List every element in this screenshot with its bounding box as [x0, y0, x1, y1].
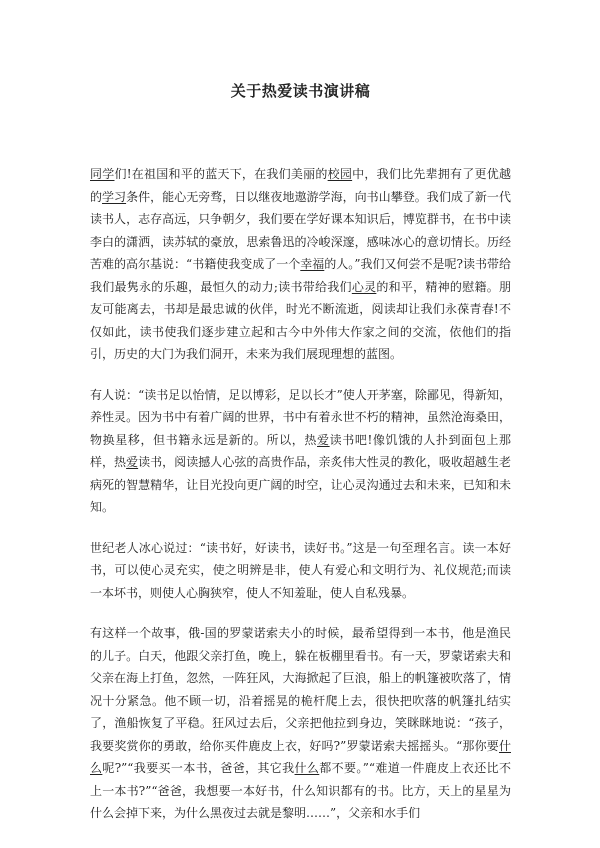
text-segment: 世纪老人冰心说过：“读书好，好读书，读好书。”这是一句至理名言。读一本好书，可以使心灵充实，使之明辨是非，使人有爱心和文明行为、礼仪规范;而读一本坏书，则使人心胸狭窄，使人不知羞耻，使人自私残暴。 [90, 540, 511, 600]
text-segment: 爱 [317, 432, 330, 447]
text-segment: 的人。”我们又何尝不是呢?读书带给我们最隽永的乐趣，最恒久的动力;读书带给我们 [90, 257, 511, 294]
text-segment: 有这样一个故事，俄-国的罗蒙诺索夫小的时候，最希望得到一本书，他是渔民的儿子。白天，他跟父亲打鱼，晚上，躲在板棚里看书。有一天，罗蒙诺索夫和父亲在海上打鱼，忽然，一阵狂风，大海掀起了巨浪，船上的帆篷被吹落了，情况十分紧急。他不顾一切，沿着摇晃的桅杆爬上去，很快把吹落的帆篷扎结实了，渔船恢复了平稳。狂风过去后，父亲把他拉到身边，笑眯眯地说：“孩子，我要奖赏你的勇敢，给你买件鹿皮上衣，好吗?”罗蒙诺索夫摇摇头。“那你要 [90, 626, 511, 753]
paragraph-1 [90, 163, 511, 366]
text-segment: 什么 [90, 738, 511, 775]
text-segment: 有人说：“读书足以怡情，足以博彩，足以长才”使人开茅塞，除鄙见，得新知，养性灵。因为书中有着广阔的世界，书中有着永世不朽的精神，虽然沧海桑田，物换星移，但书籍永远是新的。所以，热 [90, 387, 511, 447]
text-segment: 学习 [102, 189, 127, 204]
text-segment: 都不要。”“难道一件鹿皮上衣还比不上一本书?”“爸爸，我想要一本好书，什么知识都有的书。比方，天上的星星为什么会掉下来，为什么黑夜过去就是黎明……”，父亲和水手们 [90, 761, 511, 820]
text-segment: 爱 [126, 455, 139, 469]
text-segment: 读书吧!像饥饿的人扑到面包上那样，热 [90, 432, 511, 469]
text-segment: 中，我们比先辈拥有了更优越的 [90, 167, 511, 204]
document-title: 关于热爱读书演讲稿 [230, 82, 371, 100]
paragraph-3 [90, 537, 511, 605]
text-segment: 呢?”“我要买一本书，爸爸，其它我 [102, 761, 295, 775]
text-segment: 条件，能心无旁骛，日以继夜地遨游学海，向书山攀登。我们成了新一代读书人，志存高远，只争朝夕，我们要在学好课本知识后，博览群书，在书中读李白的潇洒，读苏轼的豪放，思索鲁迅的冷峻深邃，感味冰心的意切情长。历经苦难的高尔基说：“书籍使我变成了一个 [90, 189, 511, 271]
text-segment: 校园 [327, 167, 353, 181]
paragraph-2 [90, 384, 511, 519]
text-segment: 心灵 [351, 279, 377, 294]
text-segment: 同学 [90, 167, 115, 181]
text-segment: 幸福 [300, 257, 325, 271]
paragraph-4 [90, 622, 511, 825]
text-segment: 的和平，精神的慰籍。朋友可能离去，书却是最忠诚的伙伴，时光不断流逝，阅读却让我们永葆青春!不仅如此，读书使我们逐步建立起和古今中外伟大作家之间的交流，依他们的指引，历史的大门为我们洞开，未来为我们展现理想的蓝图。 [90, 279, 511, 361]
text-segment: 读书，阅读撼人心弦的高贵作品，亲炙伟大性灵的教化，吸收超越生老病死的智慧精华，让目光投向更广阔的时空，让心灵沟通过去和未来，已知和未知。 [90, 455, 511, 514]
text-segment: 们!在祖国和平的蓝天下，在我们美丽的 [114, 167, 328, 181]
text-segment: 什么 [294, 761, 320, 775]
